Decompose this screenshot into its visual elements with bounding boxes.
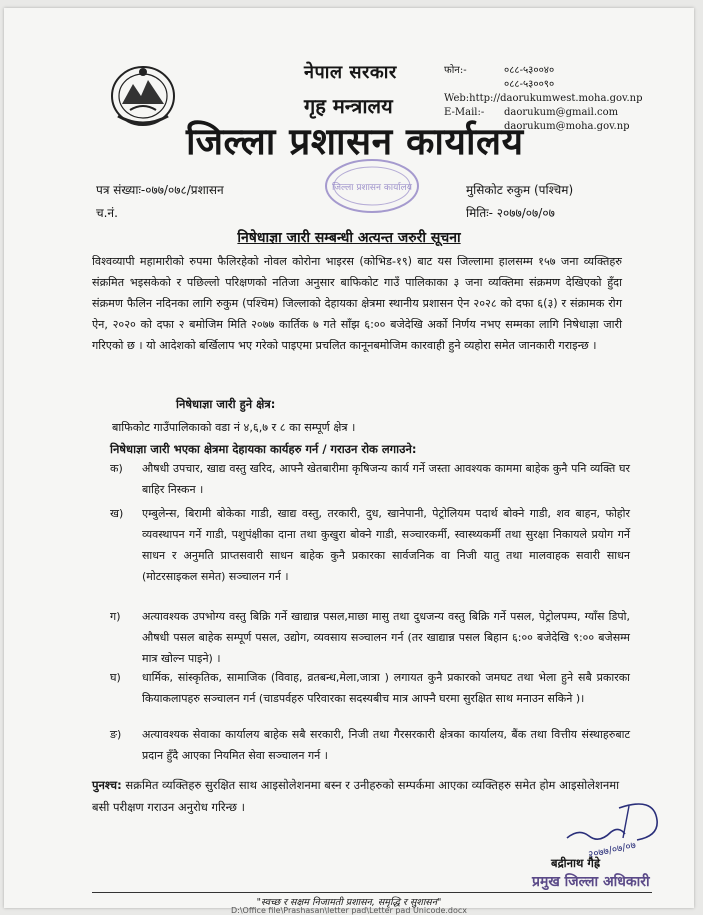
reference-block bbox=[96, 179, 224, 225]
office-name: जिल्ला प्रशासन कार्यालय bbox=[186, 120, 524, 163]
file-path: D:\Office file\Prashasan\letter pad\Letter pad Unicode.docx bbox=[230, 906, 468, 915]
item-marker: ग) bbox=[110, 610, 121, 623]
signatory-title: प्रमुख जिल्ला अधिकारी bbox=[532, 874, 650, 890]
letter-date: मितिः- २०७७/०७/०७ bbox=[466, 206, 555, 220]
phone-label: फोन:- bbox=[444, 65, 467, 76]
item-text: एम्बुलेन्स, बिरामी बोकेका गाडी, खाद्य वस्तु, तरकारी, दुध, खानेपानी, पेट्रोलियम पदार्थ बोक्ने गाडी, शव बाहन, फोहोर व्यवस्थापन गर्ने गाडी, पशुपंक्षीका दाना तथा कुखुरा बोक्ने गाडी, सञ्चारकर्मी, स्वास्थ्यकर्मी तथा सुरक्षा निकायले प्रयोग गर्ने साधन र अनुमति प्राप्तसवारी साधन बाहेक कुनै प्रकारका सार्वजनिक वा निजी यातु तथा मालवाहक सवारी साधन (मोटरसाइकल समेत) सञ्चालन गर्न । bbox=[142, 507, 630, 583]
item-marker: क) bbox=[110, 462, 123, 475]
stamp-text: जिल्ला प्रशासन कार्यालय bbox=[332, 183, 412, 193]
item-text: धार्मिक, सांस्कृतिक, सामाजिक (विवाह, व्रतबन्ध,मेला,जात्रा ) लगायत कुनै प्रकारको जमघट तथा भेला हुने सबै प्रकारका कियाकलापहरु सञ्चालन गर्न (चाडपर्वहरु परिवारका सदस्यबीच मात्र आफ्नै घरमा सुरक्षित साथ मनाउन सकिने )। bbox=[142, 671, 630, 705]
item-marker: घ) bbox=[110, 671, 121, 684]
footer-slogan: "स्वच्छ र सक्षम निजामती प्रशासन, समृद्धि र सुशासन" bbox=[256, 897, 442, 908]
list-item bbox=[110, 606, 630, 669]
postscript-text: सक्रमित व्यक्तिहरु सुरक्षित साथ आइसोलेशनमा बस्न र उनीहरुको सम्पर्कमा आएका व्यक्तिहरु समेत होम आइसोलेशनमा बसी परीक्षण गराउन अनुरोध गरिन्छ । bbox=[92, 778, 620, 814]
item-text: अत्यावश्यक उपभोग्य वस्तु बिक्रि गर्ने खाद्यान्न पसल,माछा मासु तथा दुधजन्य वस्तु बिक्रि गर्ने पसल, पेट्रोलपम्प, ग्याँस डिपो, औषधी पसल बाहेक सम्पूर्ण पसल, उद्योग, व्यवसाय सञ्चालन गर्न (तर खाद्यान्न पसल बिहान ६:०० बजेदेखि ९:०० बजेसम्म मात्र खोल्न पाइने) । bbox=[142, 610, 630, 665]
phone-number: ०८८-५३००४० bbox=[504, 65, 555, 76]
ministry-name: गृह मन्त्रालय bbox=[304, 94, 393, 118]
office-stamp bbox=[322, 156, 422, 216]
section-heading: निषेधाज्ञा जारी हुने क्षेत्र: bbox=[176, 397, 276, 411]
nepal-emblem-icon bbox=[108, 62, 178, 128]
item-marker: ङ) bbox=[110, 728, 122, 741]
postscript-label: पुनश्च: bbox=[92, 778, 122, 792]
postscript bbox=[92, 774, 637, 818]
list-item bbox=[110, 724, 630, 766]
notice-title: निषेधाज्ञा जारी सम्बन्धी अत्यन्त जरुरी सूचना bbox=[237, 230, 461, 246]
contact-block bbox=[444, 64, 643, 134]
item-text: औषधी उपचार, खाद्य वस्तु खरिद, आफ्नै खेतबारीमा कृषिजन्य कार्य गर्ने जस्ता आवश्यक काममा बाहेक कुनै पनि व्यक्ति घर बाहिर निस्कन । bbox=[142, 462, 630, 496]
email-label: E-Mail:- bbox=[444, 107, 485, 118]
document-page bbox=[4, 8, 694, 915]
signature-date: २०७७/०७/०७ bbox=[587, 840, 637, 861]
phone-number: ०८८-५३००९० bbox=[504, 79, 555, 90]
section-heading: निषेधाज्ञा जारी भएका क्षेत्रमा देहायका कार्यहरु गर्न / गराउन रोक लगाउने: bbox=[110, 442, 417, 456]
footer-divider bbox=[92, 892, 652, 893]
email-address: daorukum@gmail.com bbox=[504, 107, 619, 118]
dispatch-number: च.नं. bbox=[96, 206, 118, 220]
government-name: नेपाल सरकार bbox=[304, 62, 397, 83]
list-item bbox=[110, 458, 630, 500]
website: Web:http://daorukumwest.moha.gov.np bbox=[444, 93, 643, 104]
notice-body: विश्वव्यापी महामारीको रुपमा फैलिरहेको नोवल कोरोना भाइरस (कोभिड-१९) बाट यस जिल्लामा हालसम्म १५७ जना व्यक्तिहरु संक्रमित भइसकेको र पछिल्लो परिक्षणको नतिजा अनुसार बाफिकोट गाउँ पालिकाका ३ जना व्यक्तिमा संक्रमण देखिएको हुँदा संक्रमण फैलिन नदिनका लागि रुकुम (पश्चिम) जिल्लाको देहायका क्षेत्रमा स्थानीय प्रशासन ऐन २०२८ को दफा ६(३) र संक्रामक रोग ऐन, २०२० को दफा २ बमोजिम मिति २०७७ कार्तिक ७ गते साँझ ६:०० बजेदेखि अर्को निर्णय नभए सम्मका लागि निषेधाज्ञा जारी गरिएको छ । यो आदेशको बर्खिलाप भए गरेको पाइएमा प्रचलित कानूनबमोजिम कारवाही हुने व्यहोरा समेत जानकारी गराइन्छ । bbox=[92, 255, 622, 352]
item-text: अत्यावश्यक सेवाका कार्यालय बाहेक सबै सरकारी, निजी तथा गैरसरकारी क्षेत्रका कार्यालय, बैंक तथा वित्तीय संस्थाहरुबाट प्रदान हुँदै आएका नियमित सेवा सञ्चालन गर्न । bbox=[142, 728, 630, 762]
list-item bbox=[110, 667, 630, 709]
place-date-block bbox=[466, 179, 573, 225]
list-item bbox=[110, 503, 630, 587]
restricted-area: बाफिकोट गाउँपालिकाको वडा नं ४,६,७ र ८ का सम्पूर्ण क्षेत्र । bbox=[112, 421, 356, 434]
item-marker: ख) bbox=[110, 507, 124, 520]
reference-number: पत्र संख्याः-०७७/०७८/प्रशासन bbox=[96, 183, 224, 197]
office-location: मुसिकोट रुकुम (पश्चिम) bbox=[466, 183, 574, 197]
signatory-name: बद्रीनाथ गैह्रे bbox=[551, 856, 600, 870]
email-address: daorukum@moha.gov.np bbox=[504, 121, 630, 132]
